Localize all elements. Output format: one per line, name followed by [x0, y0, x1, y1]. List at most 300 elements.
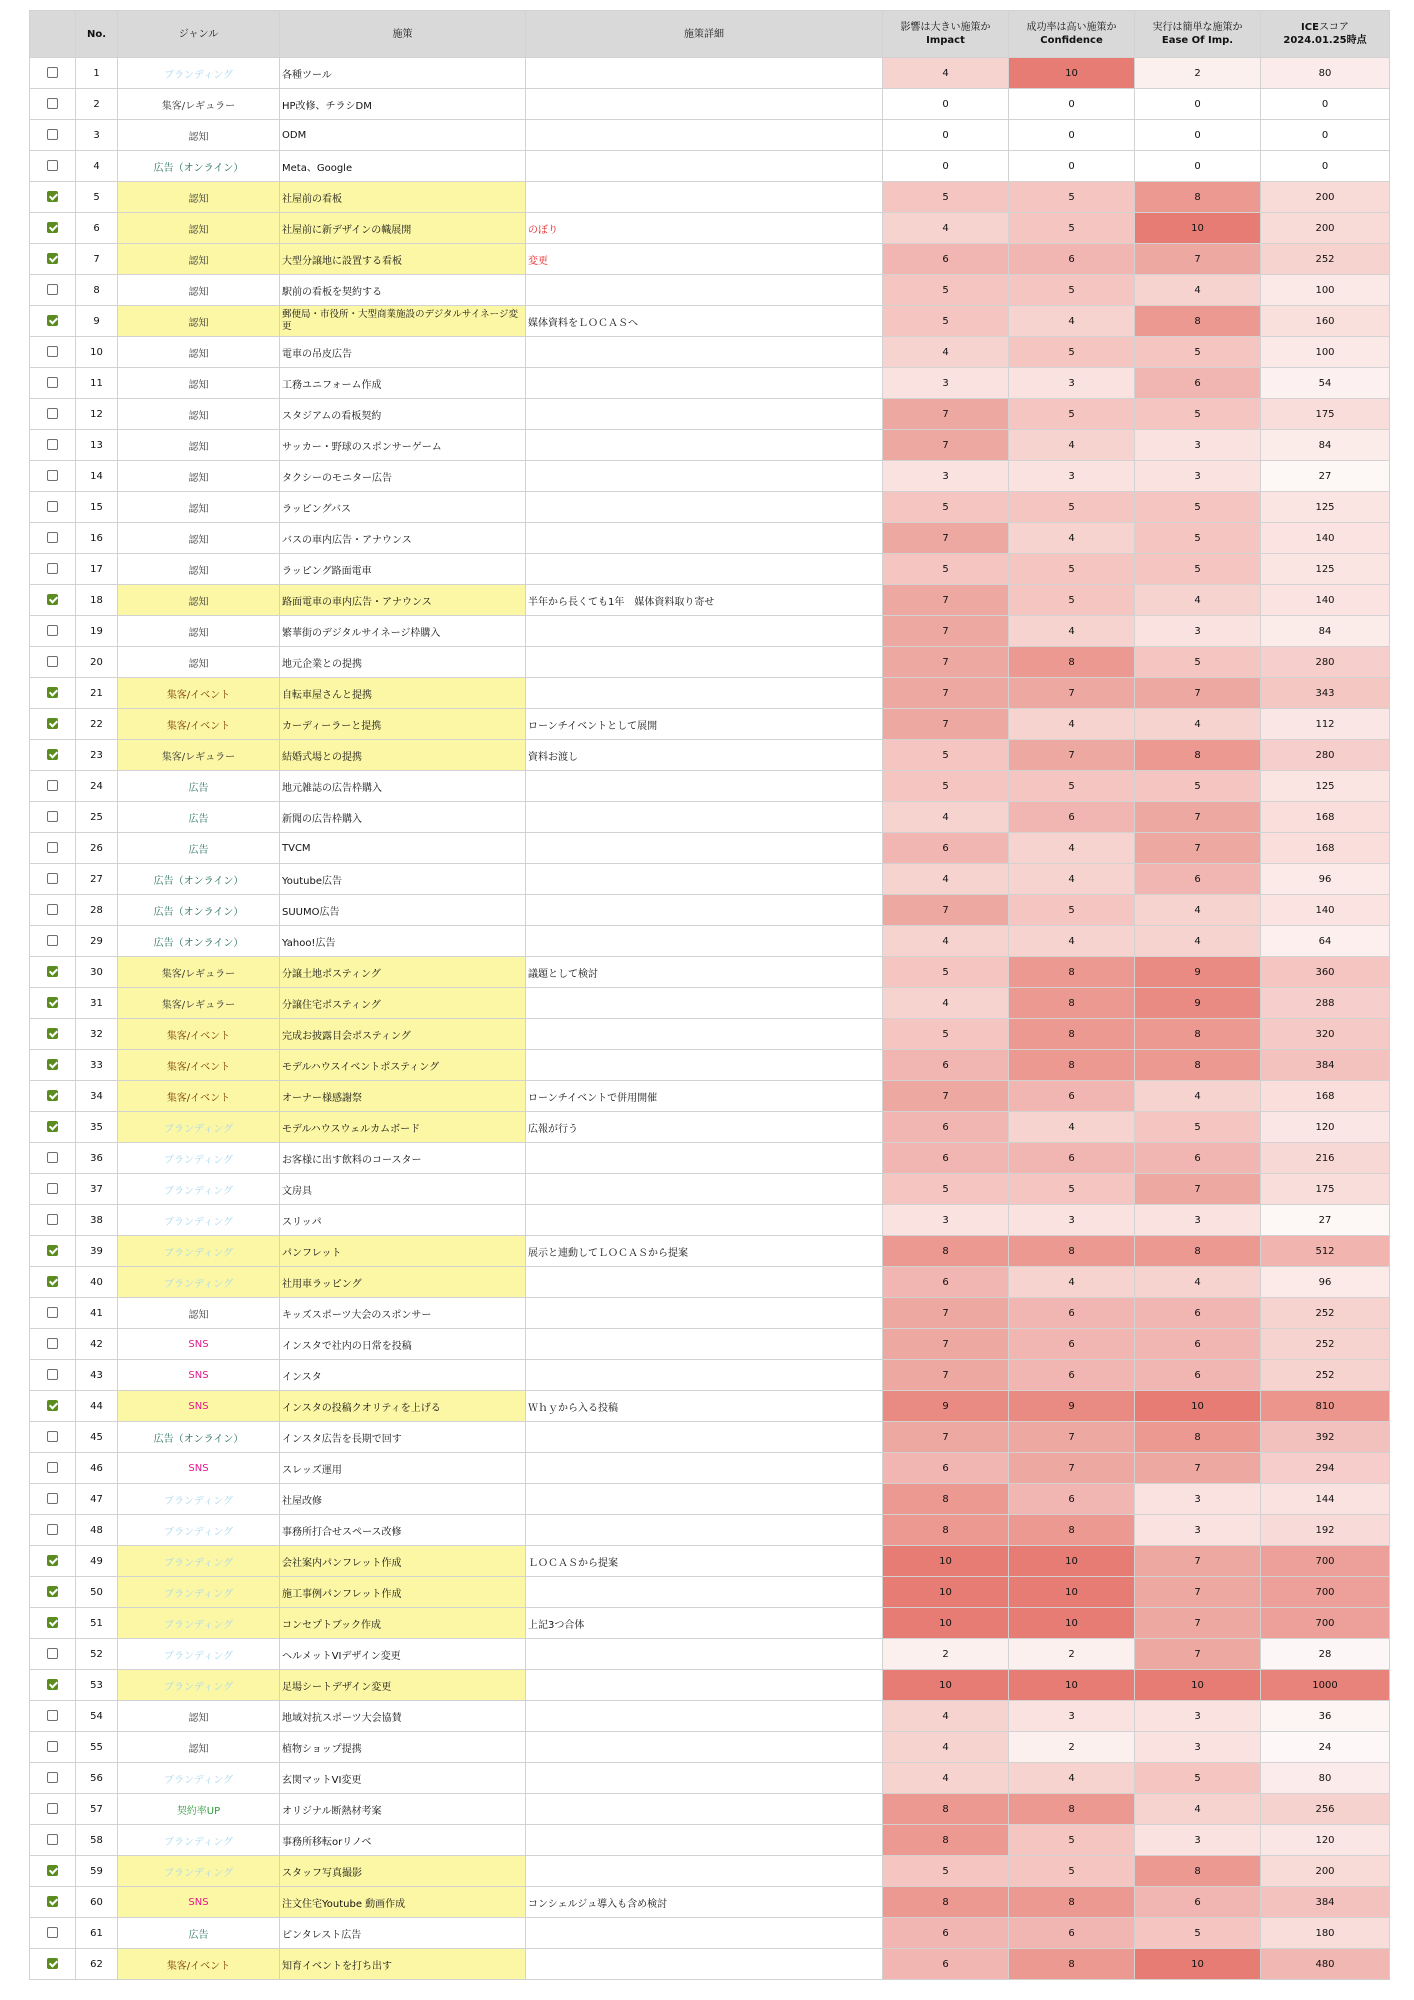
row-checkbox[interactable]	[47, 1524, 58, 1535]
row-confidence: 5	[1009, 492, 1135, 523]
row-genre: ブランディング	[118, 1639, 280, 1670]
table-row	[30, 1546, 1390, 1577]
row-ease: 4	[1135, 1267, 1261, 1298]
row-ice-score: 175	[1261, 1174, 1390, 1205]
row-detail	[526, 1794, 883, 1825]
row-checkbox-cell	[30, 430, 76, 461]
row-detail	[526, 58, 883, 89]
row-confidence: 8	[1009, 1236, 1135, 1267]
row-ice-score: 480	[1261, 1949, 1390, 1980]
row-genre: 認知	[118, 430, 280, 461]
row-detail	[526, 1453, 883, 1484]
row-checkbox[interactable]	[47, 1214, 58, 1225]
row-no: 5	[76, 182, 118, 213]
row-no: 37	[76, 1174, 118, 1205]
row-checkbox[interactable]	[47, 625, 58, 636]
row-ice-score: 125	[1261, 771, 1390, 802]
row-measure: 会社案内パンフレット作成	[280, 1546, 526, 1577]
row-no: 35	[76, 1112, 118, 1143]
row-ice-score: 28	[1261, 1639, 1390, 1670]
row-ice-score: 252	[1261, 1360, 1390, 1391]
row-confidence: 7	[1009, 678, 1135, 709]
row-checkbox[interactable]	[47, 1369, 58, 1380]
row-measure: 社用車ラッピング	[280, 1267, 526, 1298]
row-impact: 7	[883, 1081, 1009, 1112]
row-genre: 認知	[118, 120, 280, 151]
row-measure: インスタの投稿クオリティを上げる	[280, 1391, 526, 1422]
row-measure: 施工事例パンフレット作成	[280, 1577, 526, 1608]
row-genre: 集客/イベント	[118, 1050, 280, 1081]
row-detail: 変更	[526, 244, 883, 275]
row-genre: SNS	[118, 1360, 280, 1391]
row-checkbox[interactable]	[47, 346, 58, 357]
row-no: 50	[76, 1577, 118, 1608]
row-checkbox[interactable]	[47, 439, 58, 450]
row-detail: 上記3つ合体	[526, 1608, 883, 1639]
table-row	[30, 1825, 1390, 1856]
row-checkbox[interactable]	[47, 1245, 58, 1256]
table-row	[30, 1701, 1390, 1732]
row-genre: ブランディング	[118, 1825, 280, 1856]
row-genre: 認知	[118, 1701, 280, 1732]
row-checkbox-cell	[30, 1298, 76, 1329]
row-ease: 6	[1135, 1360, 1261, 1391]
row-checkbox[interactable]	[47, 780, 58, 791]
row-impact: 7	[883, 1298, 1009, 1329]
row-measure: 事務所打合せスペース改修	[280, 1515, 526, 1546]
row-ice-score: 392	[1261, 1422, 1390, 1453]
row-no: 7	[76, 244, 118, 275]
row-impact: 7	[883, 523, 1009, 554]
row-checkbox[interactable]	[47, 1090, 58, 1101]
row-checkbox[interactable]	[47, 129, 58, 140]
row-checkbox[interactable]	[47, 1896, 58, 1907]
row-ice-score: 140	[1261, 523, 1390, 554]
row-genre: 広告（オンライン）	[118, 926, 280, 957]
table-row	[30, 616, 1390, 647]
row-checkbox[interactable]	[47, 284, 58, 295]
table-row	[30, 1639, 1390, 1670]
row-no: 59	[76, 1856, 118, 1887]
row-checkbox[interactable]	[47, 1121, 58, 1132]
row-detail	[526, 895, 883, 926]
row-ice-score: 1000	[1261, 1670, 1390, 1701]
row-ease: 0	[1135, 120, 1261, 151]
row-genre: ブランディング	[118, 1763, 280, 1794]
table-row	[30, 957, 1390, 988]
row-measure: 足場シートデザイン変更	[280, 1670, 526, 1701]
row-measure: インスタ	[280, 1360, 526, 1391]
row-detail	[526, 399, 883, 430]
row-ice-score: 294	[1261, 1453, 1390, 1484]
row-detail	[526, 523, 883, 554]
row-confidence: 6	[1009, 1918, 1135, 1949]
table-row	[30, 1050, 1390, 1081]
row-checkbox-cell	[30, 213, 76, 244]
row-checkbox[interactable]	[47, 67, 58, 78]
row-impact: 4	[883, 1732, 1009, 1763]
row-detail: Ｗｈｙから入る投稿	[526, 1391, 883, 1422]
row-checkbox[interactable]	[47, 997, 58, 1008]
row-measure: ラッピングバス	[280, 492, 526, 523]
row-measure: 工務ユニフォーム作成	[280, 368, 526, 399]
row-confidence: 10	[1009, 1670, 1135, 1701]
row-ice-score: 100	[1261, 275, 1390, 306]
row-confidence: 8	[1009, 1887, 1135, 1918]
row-measure: バスの車内広告・アナウンス	[280, 523, 526, 554]
row-measure: 郵便局・市役所・大型商業施設のデジタルサイネージ変更	[280, 306, 526, 337]
row-impact: 6	[883, 1143, 1009, 1174]
row-impact: 6	[883, 1949, 1009, 1980]
row-checkbox-cell	[30, 554, 76, 585]
row-measure: 知育イベントを打ち出す	[280, 1949, 526, 1980]
table-row	[30, 368, 1390, 399]
row-ice-score: 288	[1261, 988, 1390, 1019]
row-confidence: 10	[1009, 1577, 1135, 1608]
row-detail	[526, 1577, 883, 1608]
row-checkbox[interactable]	[47, 1741, 58, 1752]
row-checkbox[interactable]	[47, 1617, 58, 1628]
row-confidence: 8	[1009, 988, 1135, 1019]
row-checkbox[interactable]	[47, 532, 58, 543]
row-ice-score: 252	[1261, 244, 1390, 275]
row-checkbox[interactable]	[47, 1927, 58, 1938]
row-confidence: 4	[1009, 1763, 1135, 1794]
row-impact: 4	[883, 988, 1009, 1019]
row-measure: タクシーのモニター広告	[280, 461, 526, 492]
row-checkbox-cell	[30, 1515, 76, 1546]
row-checkbox-cell	[30, 1236, 76, 1267]
row-checkbox[interactable]	[47, 191, 58, 202]
row-checkbox[interactable]	[47, 1338, 58, 1349]
row-ease: 10	[1135, 1949, 1261, 1980]
row-checkbox[interactable]	[47, 563, 58, 574]
row-confidence: 6	[1009, 1484, 1135, 1515]
row-ease: 3	[1135, 1825, 1261, 1856]
row-ease: 9	[1135, 957, 1261, 988]
row-impact: 7	[883, 1360, 1009, 1391]
row-genre: ブランディング	[118, 1143, 280, 1174]
row-checkbox-cell	[30, 1763, 76, 1794]
row-ice-score: 0	[1261, 151, 1390, 182]
row-impact: 3	[883, 1205, 1009, 1236]
row-measure: 自転車屋さんと提携	[280, 678, 526, 709]
table-row	[30, 523, 1390, 554]
row-detail	[526, 492, 883, 523]
row-checkbox[interactable]	[47, 1803, 58, 1814]
row-checkbox[interactable]	[47, 1462, 58, 1473]
row-ease: 8	[1135, 306, 1261, 337]
table-row	[30, 1856, 1390, 1887]
row-measure: 分譲土地ポスティング	[280, 957, 526, 988]
row-confidence: 7	[1009, 1453, 1135, 1484]
row-checkbox[interactable]	[47, 966, 58, 977]
row-genre: 認知	[118, 554, 280, 585]
row-checkbox-cell	[30, 1639, 76, 1670]
row-measure: スタッフ写真撮影	[280, 1856, 526, 1887]
table-row	[30, 895, 1390, 926]
row-measure: お客様に出す飲料のコースター	[280, 1143, 526, 1174]
row-no: 14	[76, 461, 118, 492]
row-confidence: 5	[1009, 275, 1135, 306]
row-checkbox[interactable]	[47, 718, 58, 729]
row-measure: カーディーラーと提携	[280, 709, 526, 740]
row-checkbox-cell	[30, 1360, 76, 1391]
row-checkbox-cell	[30, 182, 76, 213]
row-ease: 7	[1135, 833, 1261, 864]
row-measure: 地域対抗スポーツ大会協賛	[280, 1701, 526, 1732]
row-impact: 6	[883, 1267, 1009, 1298]
header-measure: 施策	[280, 11, 526, 58]
row-confidence: 4	[1009, 1112, 1135, 1143]
row-detail	[526, 1360, 883, 1391]
row-checkbox-cell	[30, 120, 76, 151]
row-ease: 8	[1135, 1422, 1261, 1453]
table-row	[30, 1515, 1390, 1546]
row-checkbox[interactable]	[47, 1865, 58, 1876]
row-ease: 7	[1135, 1608, 1261, 1639]
row-genre: SNS	[118, 1391, 280, 1422]
row-checkbox-cell	[30, 957, 76, 988]
table-row	[30, 1608, 1390, 1639]
row-genre: 認知	[118, 492, 280, 523]
row-checkbox[interactable]	[47, 1307, 58, 1318]
row-genre: 認知	[118, 523, 280, 554]
row-checkbox-cell	[30, 709, 76, 740]
row-checkbox[interactable]	[47, 1710, 58, 1721]
row-detail	[526, 1329, 883, 1360]
row-genre: 広告（オンライン）	[118, 151, 280, 182]
row-confidence: 0	[1009, 151, 1135, 182]
row-checkbox[interactable]	[47, 1586, 58, 1597]
row-impact: 7	[883, 895, 1009, 926]
row-checkbox[interactable]	[47, 656, 58, 667]
row-detail	[526, 1267, 883, 1298]
row-ice-score: 84	[1261, 430, 1390, 461]
row-measure: 結婚式場との提携	[280, 740, 526, 771]
row-checkbox[interactable]	[47, 1555, 58, 1566]
row-confidence: 10	[1009, 58, 1135, 89]
row-no: 49	[76, 1546, 118, 1577]
row-impact: 5	[883, 1174, 1009, 1205]
row-measure: モデルハウスイベントポスティング	[280, 1050, 526, 1081]
row-detail	[526, 926, 883, 957]
row-ease: 5	[1135, 492, 1261, 523]
row-ice-score: 54	[1261, 368, 1390, 399]
row-ice-score: 200	[1261, 182, 1390, 213]
row-impact: 6	[883, 1050, 1009, 1081]
row-genre: 広告	[118, 833, 280, 864]
row-ice-score: 700	[1261, 1546, 1390, 1577]
row-checkbox[interactable]	[47, 594, 58, 605]
row-genre: ブランディング	[118, 1484, 280, 1515]
row-ice-score: 125	[1261, 492, 1390, 523]
row-ease: 6	[1135, 1887, 1261, 1918]
row-checkbox[interactable]	[47, 1834, 58, 1845]
row-ease: 7	[1135, 1577, 1261, 1608]
row-impact: 8	[883, 1515, 1009, 1546]
row-ice-score: 0	[1261, 120, 1390, 151]
row-genre: 認知	[118, 306, 280, 337]
row-genre: SNS	[118, 1453, 280, 1484]
row-confidence: 5	[1009, 554, 1135, 585]
row-measure: Yahoo!広告	[280, 926, 526, 957]
row-ease: 10	[1135, 213, 1261, 244]
row-checkbox[interactable]	[47, 1400, 58, 1411]
row-checkbox[interactable]	[47, 1152, 58, 1163]
row-checkbox-cell	[30, 1794, 76, 1825]
table-row	[30, 554, 1390, 585]
row-detail: ローンチイベントで併用開催	[526, 1081, 883, 1112]
row-checkbox[interactable]	[47, 1958, 58, 1969]
row-ease: 7	[1135, 1639, 1261, 1670]
row-checkbox-cell	[30, 1949, 76, 1980]
row-no: 22	[76, 709, 118, 740]
row-ease: 5	[1135, 399, 1261, 430]
row-checkbox[interactable]	[47, 160, 58, 171]
row-ice-score: 64	[1261, 926, 1390, 957]
row-checkbox[interactable]	[47, 1183, 58, 1194]
row-detail: 広報が行う	[526, 1112, 883, 1143]
row-checkbox-cell	[30, 802, 76, 833]
row-impact: 0	[883, 151, 1009, 182]
row-checkbox[interactable]	[47, 98, 58, 109]
row-checkbox-cell	[30, 275, 76, 306]
row-checkbox[interactable]	[47, 1493, 58, 1504]
row-impact: 4	[883, 1701, 1009, 1732]
row-impact: 7	[883, 616, 1009, 647]
row-confidence: 7	[1009, 1422, 1135, 1453]
row-detail	[526, 430, 883, 461]
table-row	[30, 1267, 1390, 1298]
row-checkbox[interactable]	[47, 842, 58, 853]
row-ice-score: 120	[1261, 1112, 1390, 1143]
row-checkbox[interactable]	[47, 315, 58, 326]
row-checkbox[interactable]	[47, 408, 58, 419]
row-ease: 4	[1135, 709, 1261, 740]
row-checkbox-cell	[30, 616, 76, 647]
row-genre: 認知	[118, 1298, 280, 1329]
row-checkbox[interactable]	[47, 253, 58, 264]
row-measure: 地元雑誌の広告枠購入	[280, 771, 526, 802]
row-detail	[526, 368, 883, 399]
row-checkbox-cell	[30, 1701, 76, 1732]
row-no: 42	[76, 1329, 118, 1360]
row-detail: のぼり	[526, 213, 883, 244]
row-genre: 集客/イベント	[118, 1949, 280, 1980]
row-ice-score: 216	[1261, 1143, 1390, 1174]
table-row	[30, 585, 1390, 616]
row-no: 38	[76, 1205, 118, 1236]
row-checkbox[interactable]	[47, 222, 58, 233]
row-checkbox[interactable]	[47, 904, 58, 915]
row-genre: ブランディング	[118, 1608, 280, 1639]
table-header	[30, 11, 1390, 58]
table-row	[30, 1794, 1390, 1825]
row-detail: 媒体資料をＬＯＣＡＳへ	[526, 306, 883, 337]
row-genre: 認知	[118, 368, 280, 399]
row-genre: 広告	[118, 771, 280, 802]
row-checkbox[interactable]	[47, 687, 58, 698]
row-checkbox[interactable]	[47, 935, 58, 946]
row-ease: 4	[1135, 1081, 1261, 1112]
table-row	[30, 1887, 1390, 1918]
row-impact: 8	[883, 1887, 1009, 1918]
row-genre: ブランディング	[118, 1856, 280, 1887]
table-row	[30, 89, 1390, 120]
header-no: No.	[76, 11, 118, 58]
table-row	[30, 306, 1390, 337]
row-impact: 7	[883, 430, 1009, 461]
row-impact: 4	[883, 926, 1009, 957]
row-checkbox[interactable]	[47, 811, 58, 822]
row-confidence: 2	[1009, 1639, 1135, 1670]
row-impact: 5	[883, 492, 1009, 523]
table-row	[30, 988, 1390, 1019]
row-confidence: 3	[1009, 461, 1135, 492]
row-genre: 集客/イベント	[118, 1081, 280, 1112]
row-ease: 3	[1135, 1701, 1261, 1732]
row-ice-score: 27	[1261, 461, 1390, 492]
row-ease: 9	[1135, 988, 1261, 1019]
row-no: 6	[76, 213, 118, 244]
row-checkbox[interactable]	[47, 873, 58, 884]
ice-table	[29, 10, 1390, 1980]
row-impact: 7	[883, 399, 1009, 430]
row-checkbox[interactable]	[47, 1431, 58, 1442]
row-detail	[526, 1484, 883, 1515]
row-checkbox-cell	[30, 151, 76, 182]
row-impact: 7	[883, 1329, 1009, 1360]
row-detail	[526, 864, 883, 895]
row-checkbox[interactable]	[47, 1648, 58, 1659]
row-checkbox[interactable]	[47, 1059, 58, 1070]
row-confidence: 8	[1009, 1515, 1135, 1546]
row-checkbox[interactable]	[47, 377, 58, 388]
row-checkbox[interactable]	[47, 1276, 58, 1287]
row-confidence: 8	[1009, 1019, 1135, 1050]
row-checkbox-cell	[30, 1174, 76, 1205]
row-confidence: 8	[1009, 647, 1135, 678]
row-detail	[526, 1515, 883, 1546]
row-detail	[526, 275, 883, 306]
row-no: 60	[76, 1887, 118, 1918]
row-checkbox-cell	[30, 895, 76, 926]
row-measure: 社屋改修	[280, 1484, 526, 1515]
row-detail	[526, 1949, 883, 1980]
row-checkbox[interactable]	[47, 1028, 58, 1039]
row-detail	[526, 833, 883, 864]
row-ice-score: 140	[1261, 585, 1390, 616]
row-no: 28	[76, 895, 118, 926]
row-ease: 7	[1135, 1453, 1261, 1484]
table-row	[30, 926, 1390, 957]
row-detail	[526, 1670, 883, 1701]
row-detail	[526, 1856, 883, 1887]
row-checkbox-cell	[30, 1608, 76, 1639]
row-checkbox[interactable]	[47, 1679, 58, 1690]
row-checkbox[interactable]	[47, 749, 58, 760]
row-impact: 5	[883, 306, 1009, 337]
row-checkbox-cell	[30, 585, 76, 616]
row-checkbox[interactable]	[47, 501, 58, 512]
row-checkbox[interactable]	[47, 470, 58, 481]
row-ease: 8	[1135, 1856, 1261, 1887]
row-checkbox-cell	[30, 1577, 76, 1608]
row-no: 61	[76, 1918, 118, 1949]
row-confidence: 4	[1009, 709, 1135, 740]
row-checkbox[interactable]	[47, 1772, 58, 1783]
